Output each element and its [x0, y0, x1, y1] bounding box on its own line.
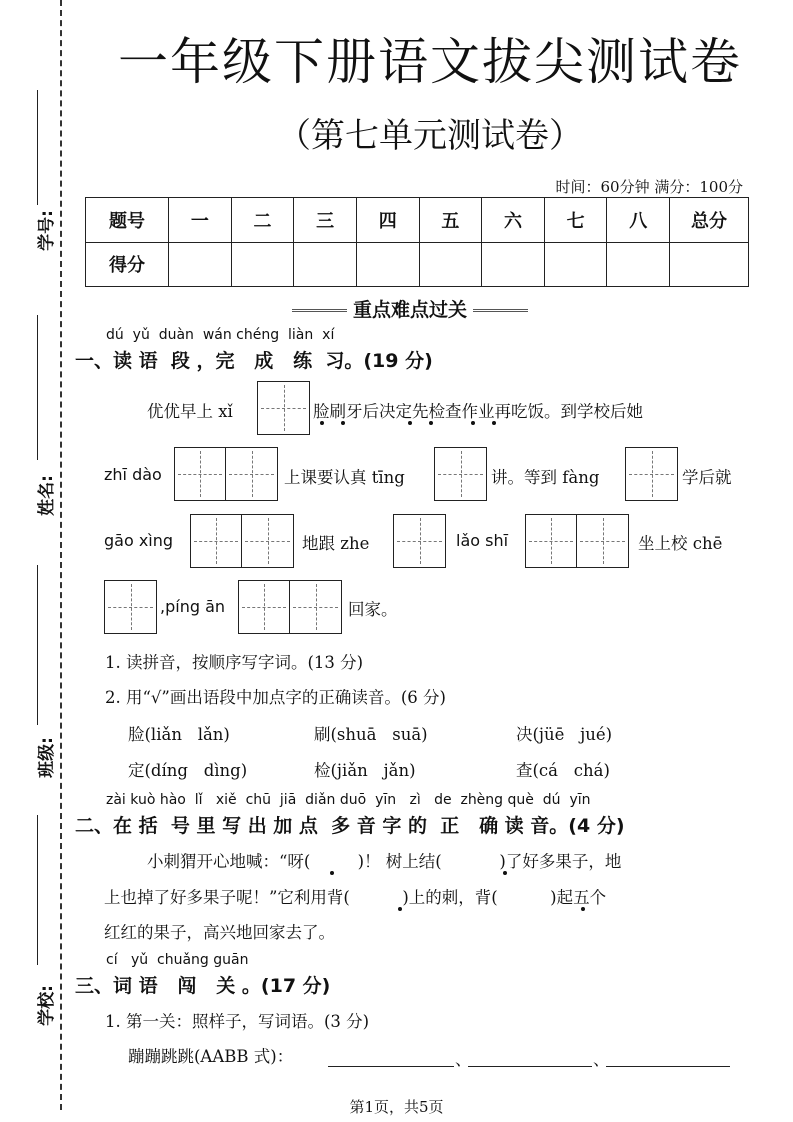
emphasis-dot	[408, 421, 412, 425]
score-table	[85, 197, 749, 287]
binding-cut-line	[60, 0, 62, 1110]
q2-line1[interactable]: 小刺猬开心地喊：“呀( )！ 树上结( )了好多果子，地	[147, 852, 622, 871]
score-input-cell[interactable]	[544, 242, 607, 287]
q1-line3-text-b: 地跟 zhe	[302, 534, 370, 553]
answer-box-ting[interactable]	[434, 447, 487, 501]
q1-line3-pinyin-c: lǎo shī	[456, 531, 509, 550]
name-field	[20, 315, 57, 516]
q2-heading: 二、在 括 号 里 写 出 加 点 多 音 字 的 正 确 读 音。(4 分)	[75, 815, 625, 837]
q1-option[interactable]: 决(jüē jué)	[516, 725, 613, 744]
q2-pinyin: zài kuò hào lǐ xiě chū jiā diǎn duō yīn zì de zhèng què dú yīn	[106, 792, 591, 808]
emphasis-dot	[581, 907, 585, 911]
score-row-label: 得分	[86, 242, 169, 287]
q1-option[interactable]: 脸(liǎn lǎn)	[128, 725, 230, 744]
q1-line4-text-b: 回家。	[348, 600, 398, 619]
q1-option[interactable]: 刷(shuā suā)	[314, 725, 428, 744]
score-input-cell[interactable]	[231, 242, 294, 287]
score-header-cell: 题号	[86, 198, 169, 243]
section-title	[250, 295, 570, 322]
student-id-field	[20, 90, 57, 270]
q2-line3: 红红的果子，高兴地回家去了。	[104, 923, 335, 942]
score-header-cell: 三	[294, 198, 357, 243]
score-input-cell[interactable]	[482, 242, 545, 287]
q1-line1-text-a: 优优早上 xǐ	[147, 402, 233, 421]
class-label: 班级:	[36, 737, 57, 778]
student-id-label: 学号:	[36, 210, 57, 251]
score-input-cell[interactable]	[670, 242, 749, 287]
score-input-cell[interactable]	[607, 242, 670, 287]
score-header-cell: 八	[607, 198, 670, 243]
score-input-cell[interactable]	[294, 242, 357, 287]
q1-line1-text-b: 脸刷牙后决定先检查作业再吃饭。到学校后她	[313, 402, 643, 421]
q1-line4-pinyin-a: ,píng ān	[160, 597, 226, 616]
q3-separator: 、	[593, 1050, 610, 1069]
emphasis-dot	[320, 421, 324, 425]
score-header-cell: 四	[356, 198, 419, 243]
class-field	[20, 565, 57, 778]
emphasis-dot	[492, 421, 496, 425]
section-title-text: 重点难点过关	[352, 299, 467, 321]
q3-pinyin: cí yǔ chuǎng guān	[106, 952, 249, 968]
score-header-cell: 总分	[670, 198, 749, 243]
page-subtitle: （第七单元测试卷）	[277, 116, 583, 156]
section-rule-left	[292, 309, 347, 312]
answer-box-fang[interactable]	[625, 447, 678, 501]
answer-line[interactable]	[606, 1066, 730, 1067]
answer-box-zhe[interactable]	[393, 514, 446, 568]
emphasis-dot	[471, 421, 475, 425]
answer-box-zhidao[interactable]	[174, 447, 278, 501]
answer-line[interactable]	[328, 1066, 454, 1067]
emphasis-dot	[429, 421, 433, 425]
score-header-cell: 二	[231, 198, 294, 243]
q1-line2-text-b: 上课要认真 tīng	[284, 468, 405, 487]
q1-heading: 一、读 语 段 ，完 成 练 习。(19 分)	[75, 350, 433, 372]
emphasis-dot	[341, 421, 345, 425]
name-label: 姓名:	[36, 475, 57, 516]
score-header-cell: 六	[482, 198, 545, 243]
answer-box-pingan[interactable]	[238, 580, 342, 634]
answer-box-laoshi[interactable]	[525, 514, 629, 568]
score-input-cell[interactable]	[356, 242, 419, 287]
q1-line3-pinyin-a: gāo xìng	[104, 531, 174, 550]
score-header-cell: 五	[419, 198, 482, 243]
score-header-cell: 一	[169, 198, 232, 243]
score-input-cell[interactable]	[419, 242, 482, 287]
q1-sub1: 1. 读拼音，按顺序写字词。(13 分)	[105, 653, 364, 672]
q1-line3-text-d: 坐上校 chē	[638, 534, 723, 553]
answer-box-che[interactable]	[104, 580, 157, 634]
q3-example: 蹦蹦跳跳(AABB 式)：	[128, 1047, 294, 1066]
q3-heading: 三、词 语 闯 关 。(17 分)	[75, 975, 331, 997]
section-rule-right	[473, 309, 528, 312]
page-footer: 第1页，共5页	[349, 1098, 444, 1116]
q1-pinyin: dú yǔ duàn wán chéng liàn xí	[106, 327, 335, 343]
answer-box-xi[interactable]	[257, 381, 310, 435]
q1-line2-pinyin-a: zhī dào	[104, 465, 162, 484]
score-table-header-row	[86, 198, 749, 243]
time-info: 时间：60分钟 满分：100分	[555, 178, 743, 196]
answer-line[interactable]	[468, 1066, 592, 1067]
q3-separator: 、	[455, 1050, 472, 1069]
emphasis-dot	[398, 907, 402, 911]
q1-sub2: 2. 用“√”画出语段中加点字的正确读音。(6 分)	[105, 688, 446, 707]
emphasis-dot	[503, 871, 507, 875]
q3-sub1: 1. 第一关：照样子，写词语。(3 分)	[105, 1012, 370, 1031]
page-title: 一年级下册语文拔尖测试卷	[118, 33, 742, 91]
q2-line2[interactable]: 上也掉了好多果子呢！”它利用背( )上的刺，背( )起五个	[104, 888, 607, 907]
answer-box-gaoxing[interactable]	[190, 514, 294, 568]
score-header-cell: 七	[544, 198, 607, 243]
q1-line2-text-d: 学后就	[682, 468, 732, 487]
score-input-cell[interactable]	[169, 242, 232, 287]
emphasis-dot	[330, 871, 334, 875]
school-field	[20, 815, 57, 1026]
score-table-score-row	[86, 242, 749, 287]
q1-option[interactable]: 定(díng dìng)	[128, 761, 248, 780]
q1-line2-text-c: 讲。等到 fàng	[491, 468, 600, 487]
q1-option[interactable]: 检(jiǎn jǎn)	[314, 761, 416, 780]
school-label: 学校:	[36, 985, 57, 1026]
q1-option[interactable]: 查(cá chá)	[516, 761, 610, 780]
